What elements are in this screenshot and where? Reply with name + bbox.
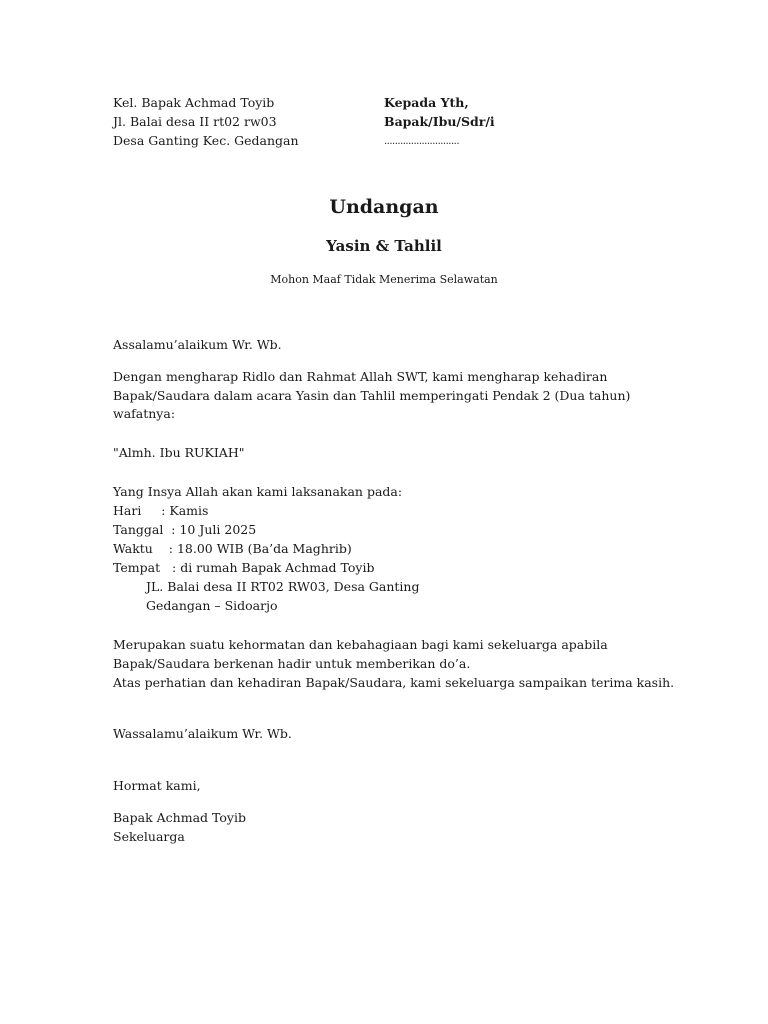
sender-address-line-2: Desa Ganting Kec. Gedangan — [113, 133, 299, 148]
location-detail-line-1: JL. Balai desa II RT02 RW03, Desa Ganting — [146, 579, 420, 594]
intro-line-3: wafatnya: — [113, 406, 176, 421]
schedule-time: Waktu : 18.00 WIB (Ba’da Maghrib) — [113, 541, 352, 556]
recipient-blank-line: ............................ — [384, 136, 460, 147]
schedule-date: Tanggal : 10 Juli 2025 — [113, 522, 257, 537]
schedule-intro: Yang Insya Allah akan kami laksanakan pada: — [113, 484, 403, 499]
sender-address-line-1: Jl. Balai desa II rt02 rw03 — [113, 114, 277, 129]
intro-line-2: Bapak/Saudara dalam acara Yasin dan Tahlil memperingati Pendak 2 (Dua tahun) — [113, 388, 631, 403]
letter-title: Undangan — [329, 196, 439, 218]
schedule-place: Tempat : di rumah Bapak Achmad Toyib — [113, 560, 375, 575]
closing-greeting: Wassalamu’alaikum Wr. Wb. — [113, 726, 292, 741]
recipient-salutation: Kepada Yth, — [384, 95, 469, 110]
opening-greeting: Assalamu’alaikum Wr. Wb. — [113, 337, 282, 352]
sender-name: Kel. Bapak Achmad Toyib — [113, 95, 275, 110]
schedule-day: Hari : Kamis — [113, 503, 209, 518]
recipient-addressee: Bapak/Ibu/Sdr/i — [384, 114, 495, 129]
letter-note: Mohon Maaf Tidak Menerima Selawatan — [270, 273, 498, 286]
closing-line-1: Merupakan suatu kehormatan dan kebahagiaan bagi kami sekeluarga apabila — [113, 637, 608, 652]
closing-line-3: Atas perhatian dan kehadiran Bapak/Saudara, kami sekeluarga sampaikan terima kasih. — [113, 675, 675, 690]
signature-name: Bapak Achmad Toyib — [113, 810, 246, 825]
closing-line-2: Bapak/Saudara berkenan hadir untuk memberikan do’a. — [113, 656, 471, 671]
intro-line-1: Dengan mengharap Ridlo dan Rahmat Allah SWT, kami mengharap kehadiran — [113, 369, 608, 384]
deceased-name: "Almh. Ibu RUKIAH" — [113, 445, 245, 460]
signature-regards: Hormat kami, — [113, 778, 201, 793]
letter-subtitle: Yasin & Tahlil — [326, 237, 442, 255]
signature-family: Sekeluarga — [113, 829, 185, 844]
location-detail-line-2: Gedangan – Sidoarjo — [146, 598, 278, 613]
